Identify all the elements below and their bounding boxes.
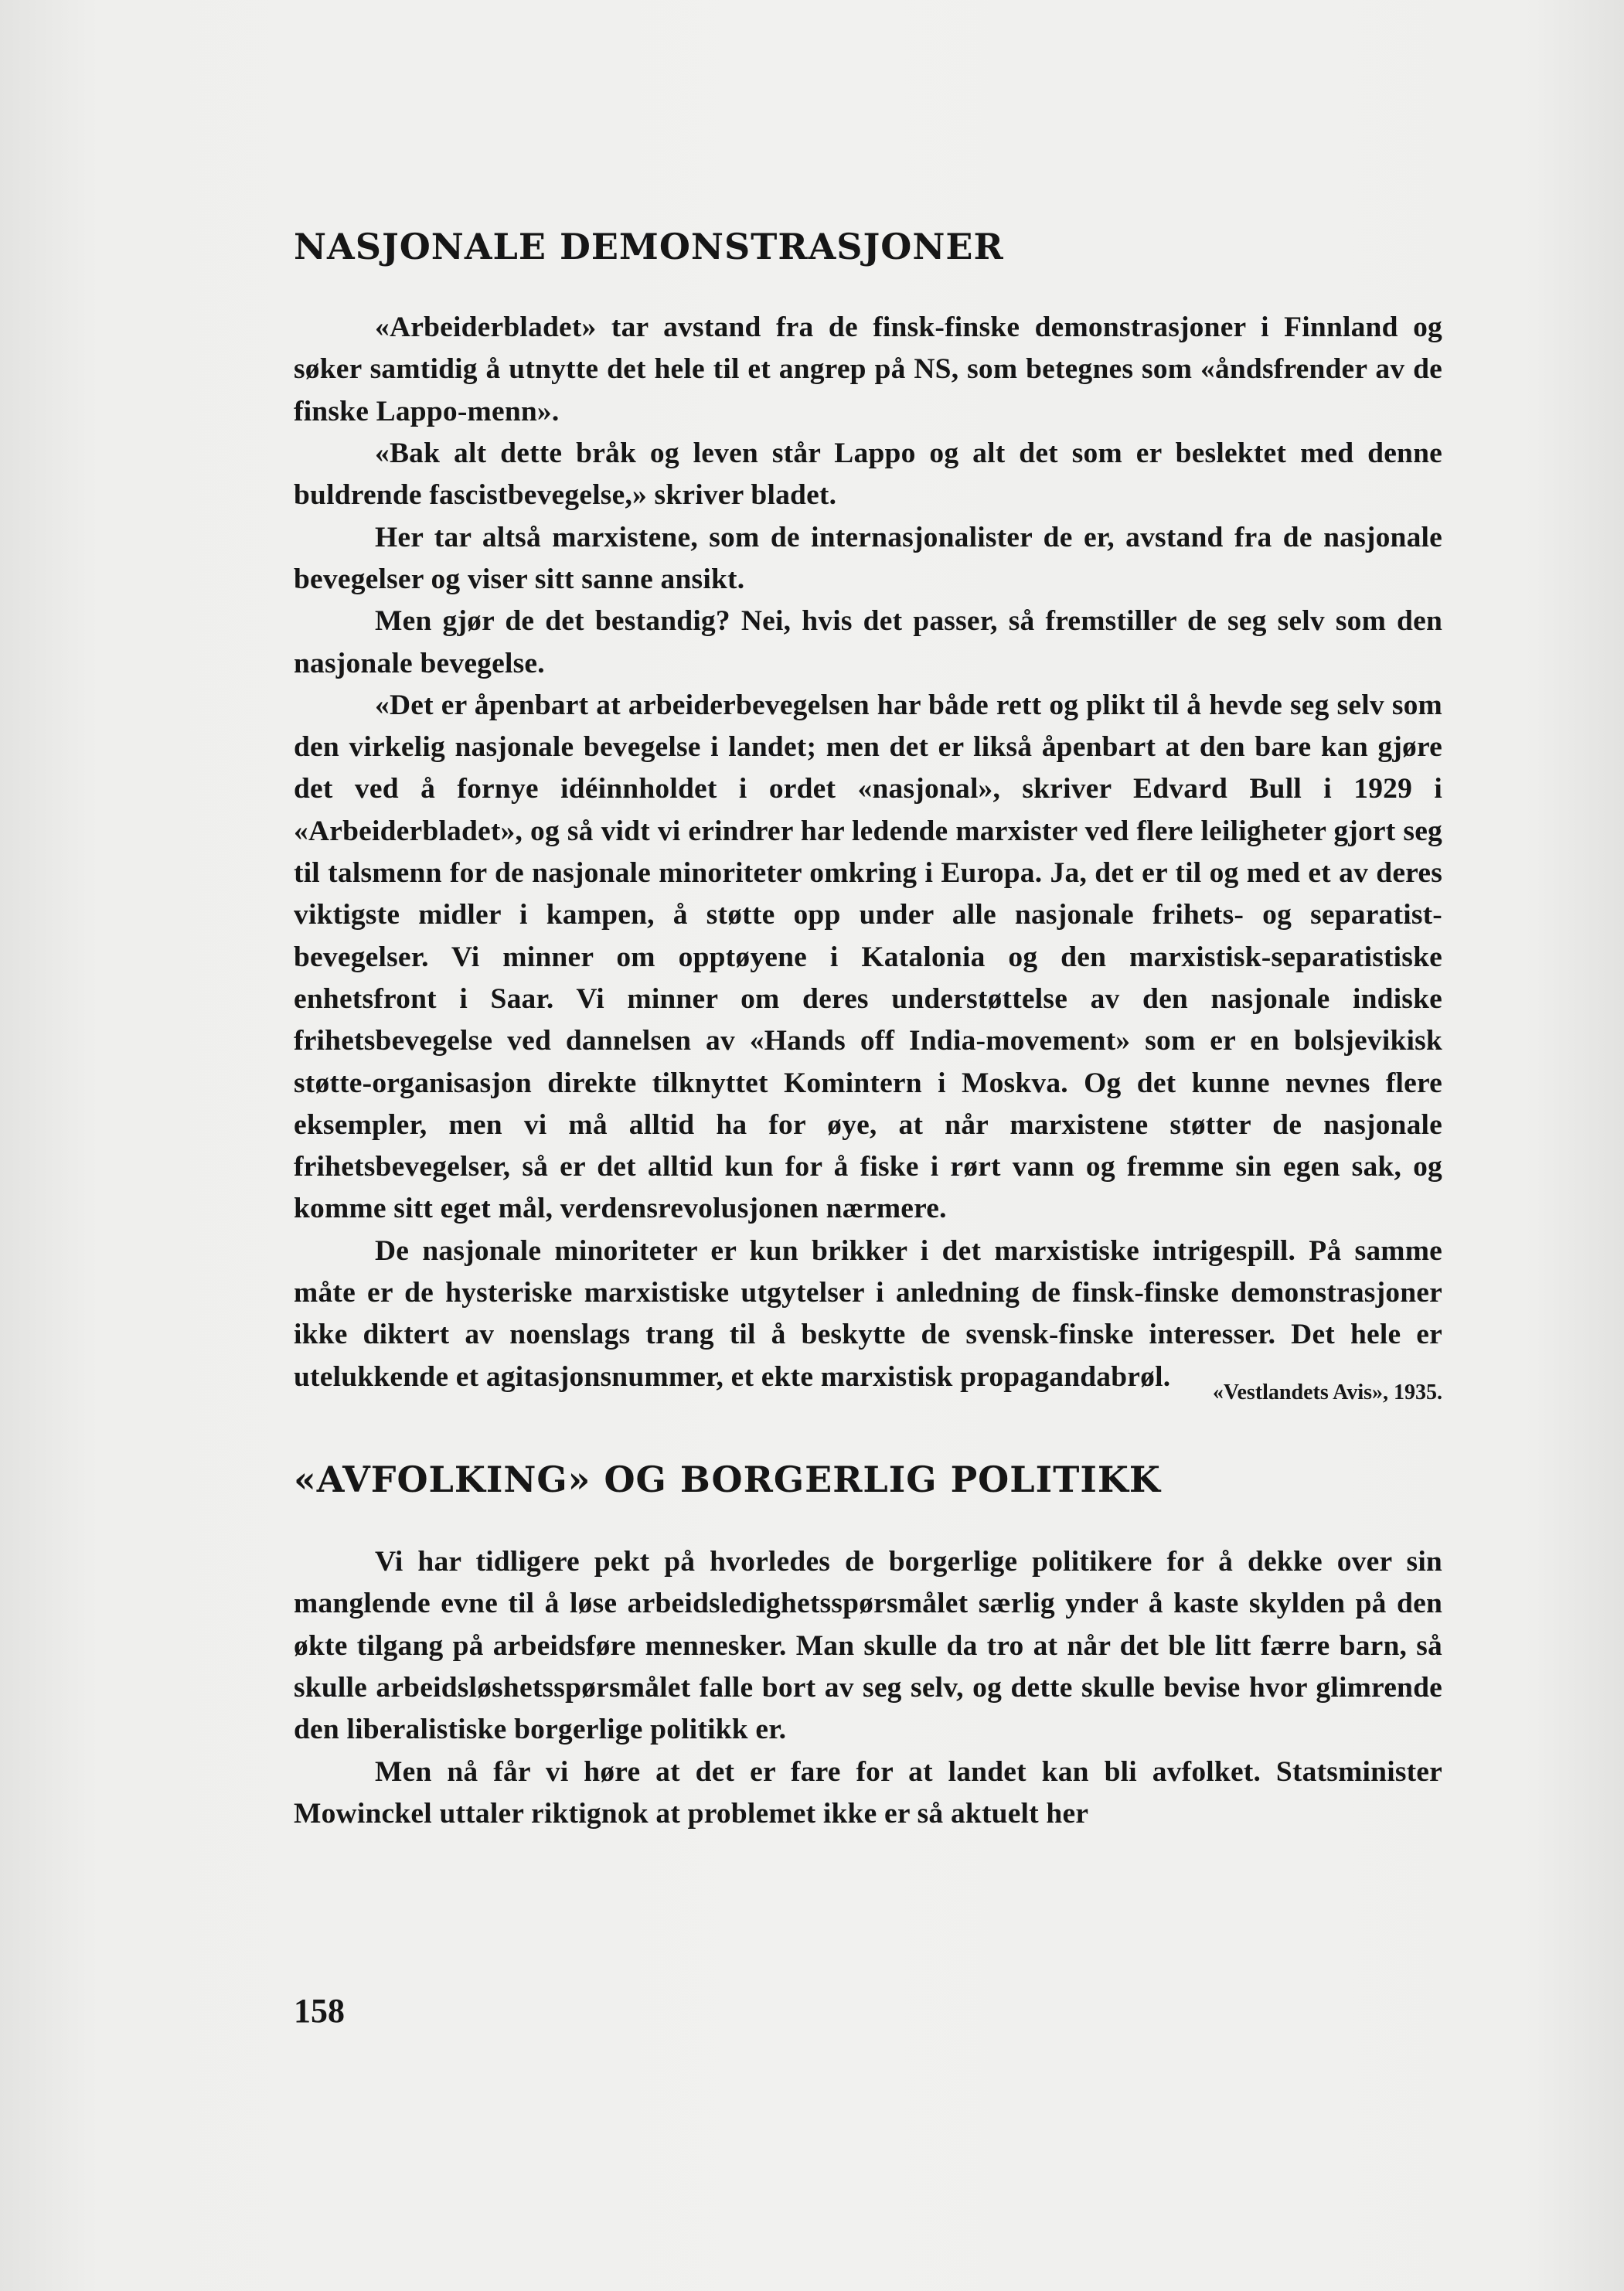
page-content xyxy=(294,226,1442,1835)
source-citation: «Vestlandets Avis», 1935. xyxy=(1212,1380,1442,1404)
section-heading: «AVFOLKING» OG BORGERLIG POLITIKK xyxy=(294,1458,1161,1500)
paragraph: «Bak alt dette bråk og leven står Lappo og alt det som er beslektet med denne buldrende fascistbevegelse,» skriver bladet. xyxy=(294,437,1442,512)
paragraph: Men gjør de det bestandig? Nei, hvis det passer, så fremstiller de seg selv som den nasjonale bevegelse. xyxy=(294,605,1442,679)
paragraph: Men nå får vi høre at det er fare for at landet kan bli avfolket. Statsminister Mowinckel uttaler riktignok at problemet ikke er så aktuelt her xyxy=(294,1755,1442,1830)
paragraph: «Det er åpenbart at arbeiderbevegelsen har både rett og plikt til å hevde seg selv som den virkelig nasjonale bevegelse i landet; men det er likså åpenbart at den bare kan gjøre det ved å fornye idéinnholdet i ordet «nasjonal», skriver Edvard Bull i 1929 i «Arbeiderbladet», og så vidt vi erindrer har ledende marxister ved flere leiligheter gjort seg til talsmenn for de nasjonale minoriteter omkring i Europa. Ja, det er til og med et av deres viktigste midler i kampen, å støtte opp under alle nasjonale frihets- og separatist-bevegelser. Vi minner om opptøyene i Katalonia og den marxistisk-separatistiske enhetsfront i Saar. Vi minner om deres understøttelse av den nasjonale indiske frihetsbevegelse ved dannelsen av «Hands off India-movement» som er en bolsjevikisk støtte-organisasjon direkte tilknyttet Komintern i Moskva. Og det kunne nevnes flere eksempler, men vi må alltid ha for øye, at når marxistene støtter de nasjonale frihetsbevegelser, så er det alltid kun for å fiske i rørt vann og fremme sin egen sak, og komme sitt eget mål, verdensrevolusjonen nærmere. xyxy=(294,689,1442,1225)
section-avfolking xyxy=(294,1459,1442,1835)
section-nasjonale-demonstrasjoner xyxy=(294,226,1442,1404)
page-number: 158 xyxy=(294,1992,345,2030)
paragraph: «Arbeiderbladet» tar avstand fra de finsk-finske demonstrasjoner i Finnland og søker samtidig å utnytte det hele til et angrep på NS, som betegnes som «åndsfrender av de finske Lappo-menn». xyxy=(294,311,1442,427)
paragraph: Vi har tidligere pekt på hvorledes de borgerlige politikere for å dekke over sin manglende evne til å løse arbeidsledighetsspørsmålet særlig ynder å kaste skylden på den økte tilgang på arbeidsføre mennesker. Man skulle da tro at når det ble litt færre barn, så skulle arbeidsløshetsspørsmålet falle bort av seg selv, og dette skulle bevise hvor glimrende den liberalistiske borgerlige politikk er. xyxy=(294,1546,1442,1746)
paragraph: Her tar altså marxistene, som de internasjonalister de er, avstand fra de nasjonale bevegelser og viser sitt sanne ansikt. xyxy=(294,521,1442,595)
paragraph: De nasjonale minoriteter er kun brikker i det marxistiske intrigespill. På samme måte er de hysteriske marxistiske utgytelser i anledning de finsk-finske demonstrasjoner ikke diktert av noenslags trang til å beskytte de svensk-finske interesser. Det hele er utelukkende et agitasjonsnummer, et ekte marxistisk propagandabrøl. xyxy=(294,1234,1442,1393)
section-heading: NASJONALE DEMONSTRASJONER xyxy=(294,226,1004,267)
